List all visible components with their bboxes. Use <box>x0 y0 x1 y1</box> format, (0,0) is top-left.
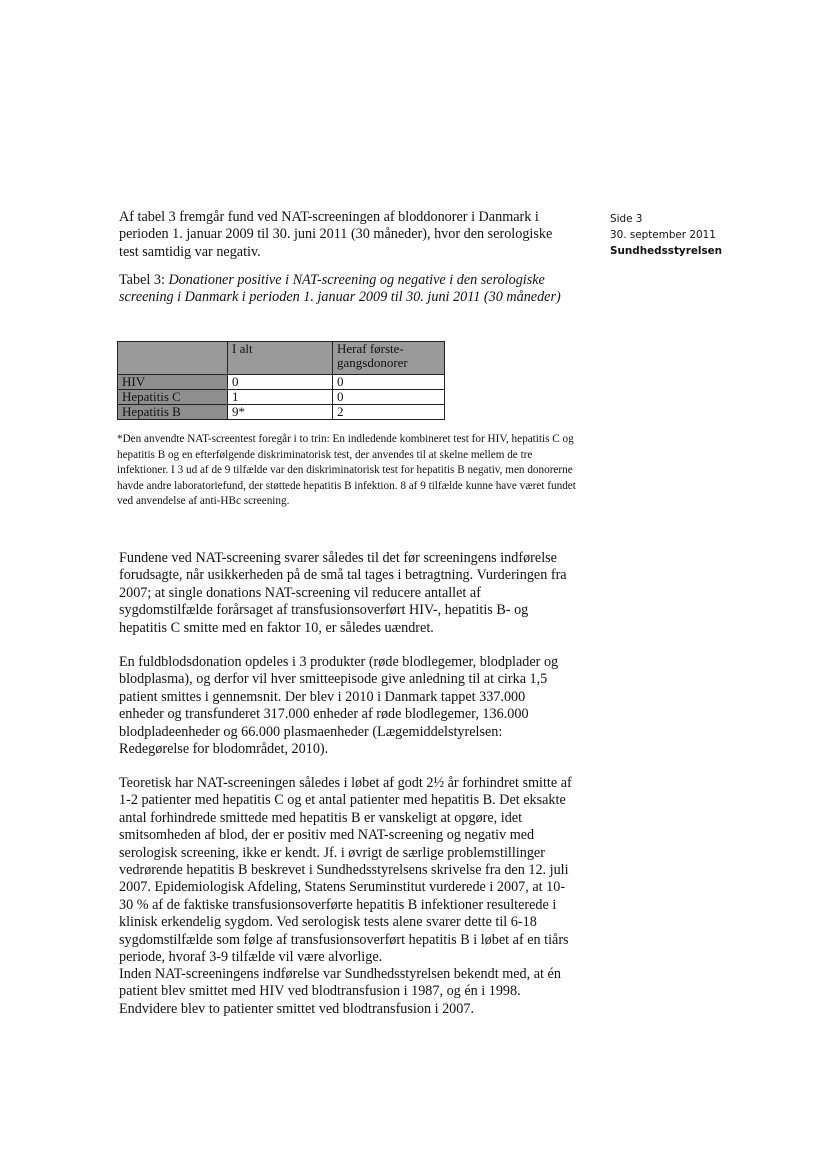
intro-paragraph: Af tabel 3 fremgår fund ved NAT-screeningen af bloddonorer i Danmark i perioden 1. januar 2009 til 30. juni 2011 (30 måneder), hvor den serologiske test samtidig var negativ. <box>119 209 553 260</box>
cell-first-time: 2 <box>333 405 445 420</box>
cell-total: 9* <box>228 405 333 420</box>
table-header-row <box>118 342 445 375</box>
cell-total: 1 <box>228 390 333 405</box>
table-header-first-time: Heraf første-gangsdonorer <box>333 342 445 375</box>
body-paragraph: Teoretisk har NAT-screeningen således i løbet af godt 2½ år forhindret smitte af 1-2 patienter med hepatitis C og et antal patienter med hepatitis B. Det eksakte antal forhindrede smittede med hepatitis B er vanskeligt at opgøre, idet smitsomheden af blod, der er positiv med NAT-screening og negativ med serologisk screening, ikke er kendt. Jf. i øvrigt de særlige problemstillinger vedrørende hepatitis B beskrevet i Sundhedsstyrelsens skrivelse fra den 12. juli 2007. Epidemiologisk Afdeling, Statens Seruminstitut vurderede i 2007, at 10-30 % af de faktiske transfusionsoverførte hepatitis B infektioner resulterede i klinisk erkendelig sygdom. Ved serologisk tests alene svarer dette til 6-18 sygdomstilfælde som følge af transfusionsoverført hepatitis B i løbet af en tiårs periode, hvoraf 3-9 tilfælde vil være alvorlige. <box>119 775 572 966</box>
table-row <box>118 375 445 390</box>
body-paragraph: Inden NAT-screeningens indførelse var Sundhedsstyrelsen bekendt med, at én patient blev smittet med HIV ved blodtransfusion i 1987, og én i 1998. Endvidere blev to patienter smittet ved blodtransfusion i 2007. <box>119 966 561 1017</box>
nat-screening-table <box>117 341 445 420</box>
table-caption <box>119 272 573 307</box>
organization-name: Sundhedsstyrelsen <box>610 245 723 257</box>
row-label: Hepatitis B <box>118 405 228 420</box>
table-header-total: I alt <box>228 342 333 375</box>
table-row <box>118 390 445 405</box>
document-date: 30. september 2011 <box>610 229 716 241</box>
table-footnote: *Den anvendte NAT-screentest foregår i to trin: En indledende kombineret test for HIV, hepatitis C og hepatitis B og en efterfølgende diskriminatorisk test, der anvendes til at skelne mellem de tre infektioner. I 3 ud af de 9 tilfælde var den diskriminatorisk test for hepatitis B negativ, men donorerne havde andre laboratoriefund, der støttede hepatitis B infektion. 8 af 9 tilfælde kunne have været fundet ved anvendelse af anti-HBc screening. <box>117 433 576 508</box>
cell-total: 0 <box>228 375 333 390</box>
row-label: Hepatitis C <box>118 390 228 405</box>
body-paragraph: En fuldblodsdonation opdeles i 3 produkter (røde blodlegemer, blodplader og blodplasma), og derfor vil hver smitteepisode give anledning til at cirka 1,5 patient smittes i gennemsnit. Der blev i 2010 i Danmark tappet 337.000 enheder og transfunderet 317.000 enheder af røde blodlegemer, 136.000 blodpladeenheder og 66.000 plasmaenheder (Lægemiddelstyrelsen: Redegørelse for blodområdet, 2010). <box>119 654 559 758</box>
table-caption-text: Donationer positive i NAT-screening og negative i den serologiske screening i Danmark i perioden 1. januar 2009 til 30. juni 2011 (30 måneder) <box>119 272 561 306</box>
page-sidebar <box>610 211 722 259</box>
page-number: Side 3 <box>610 213 643 225</box>
cell-first-time: 0 <box>333 390 445 405</box>
cell-first-time: 0 <box>333 375 445 390</box>
table-row <box>118 405 445 420</box>
table-caption-prefix: Tabel 3: <box>119 272 169 288</box>
row-label: HIV <box>118 375 228 390</box>
table-header-empty <box>118 342 228 375</box>
body-paragraph: Fundene ved NAT-screening svarer således til det før screeningens indførelse forudsagte, når usikkerheden på de små tal tages i betragtning. Vurderingen fra 2007; at single donations NAT-screening vil reducere antallet af sygdomstilfælde forårsaget af transfusionsoverført HIV-, hepatitis B- og hepatitis C smitte med en faktor 10, er således uændret. <box>119 550 567 636</box>
